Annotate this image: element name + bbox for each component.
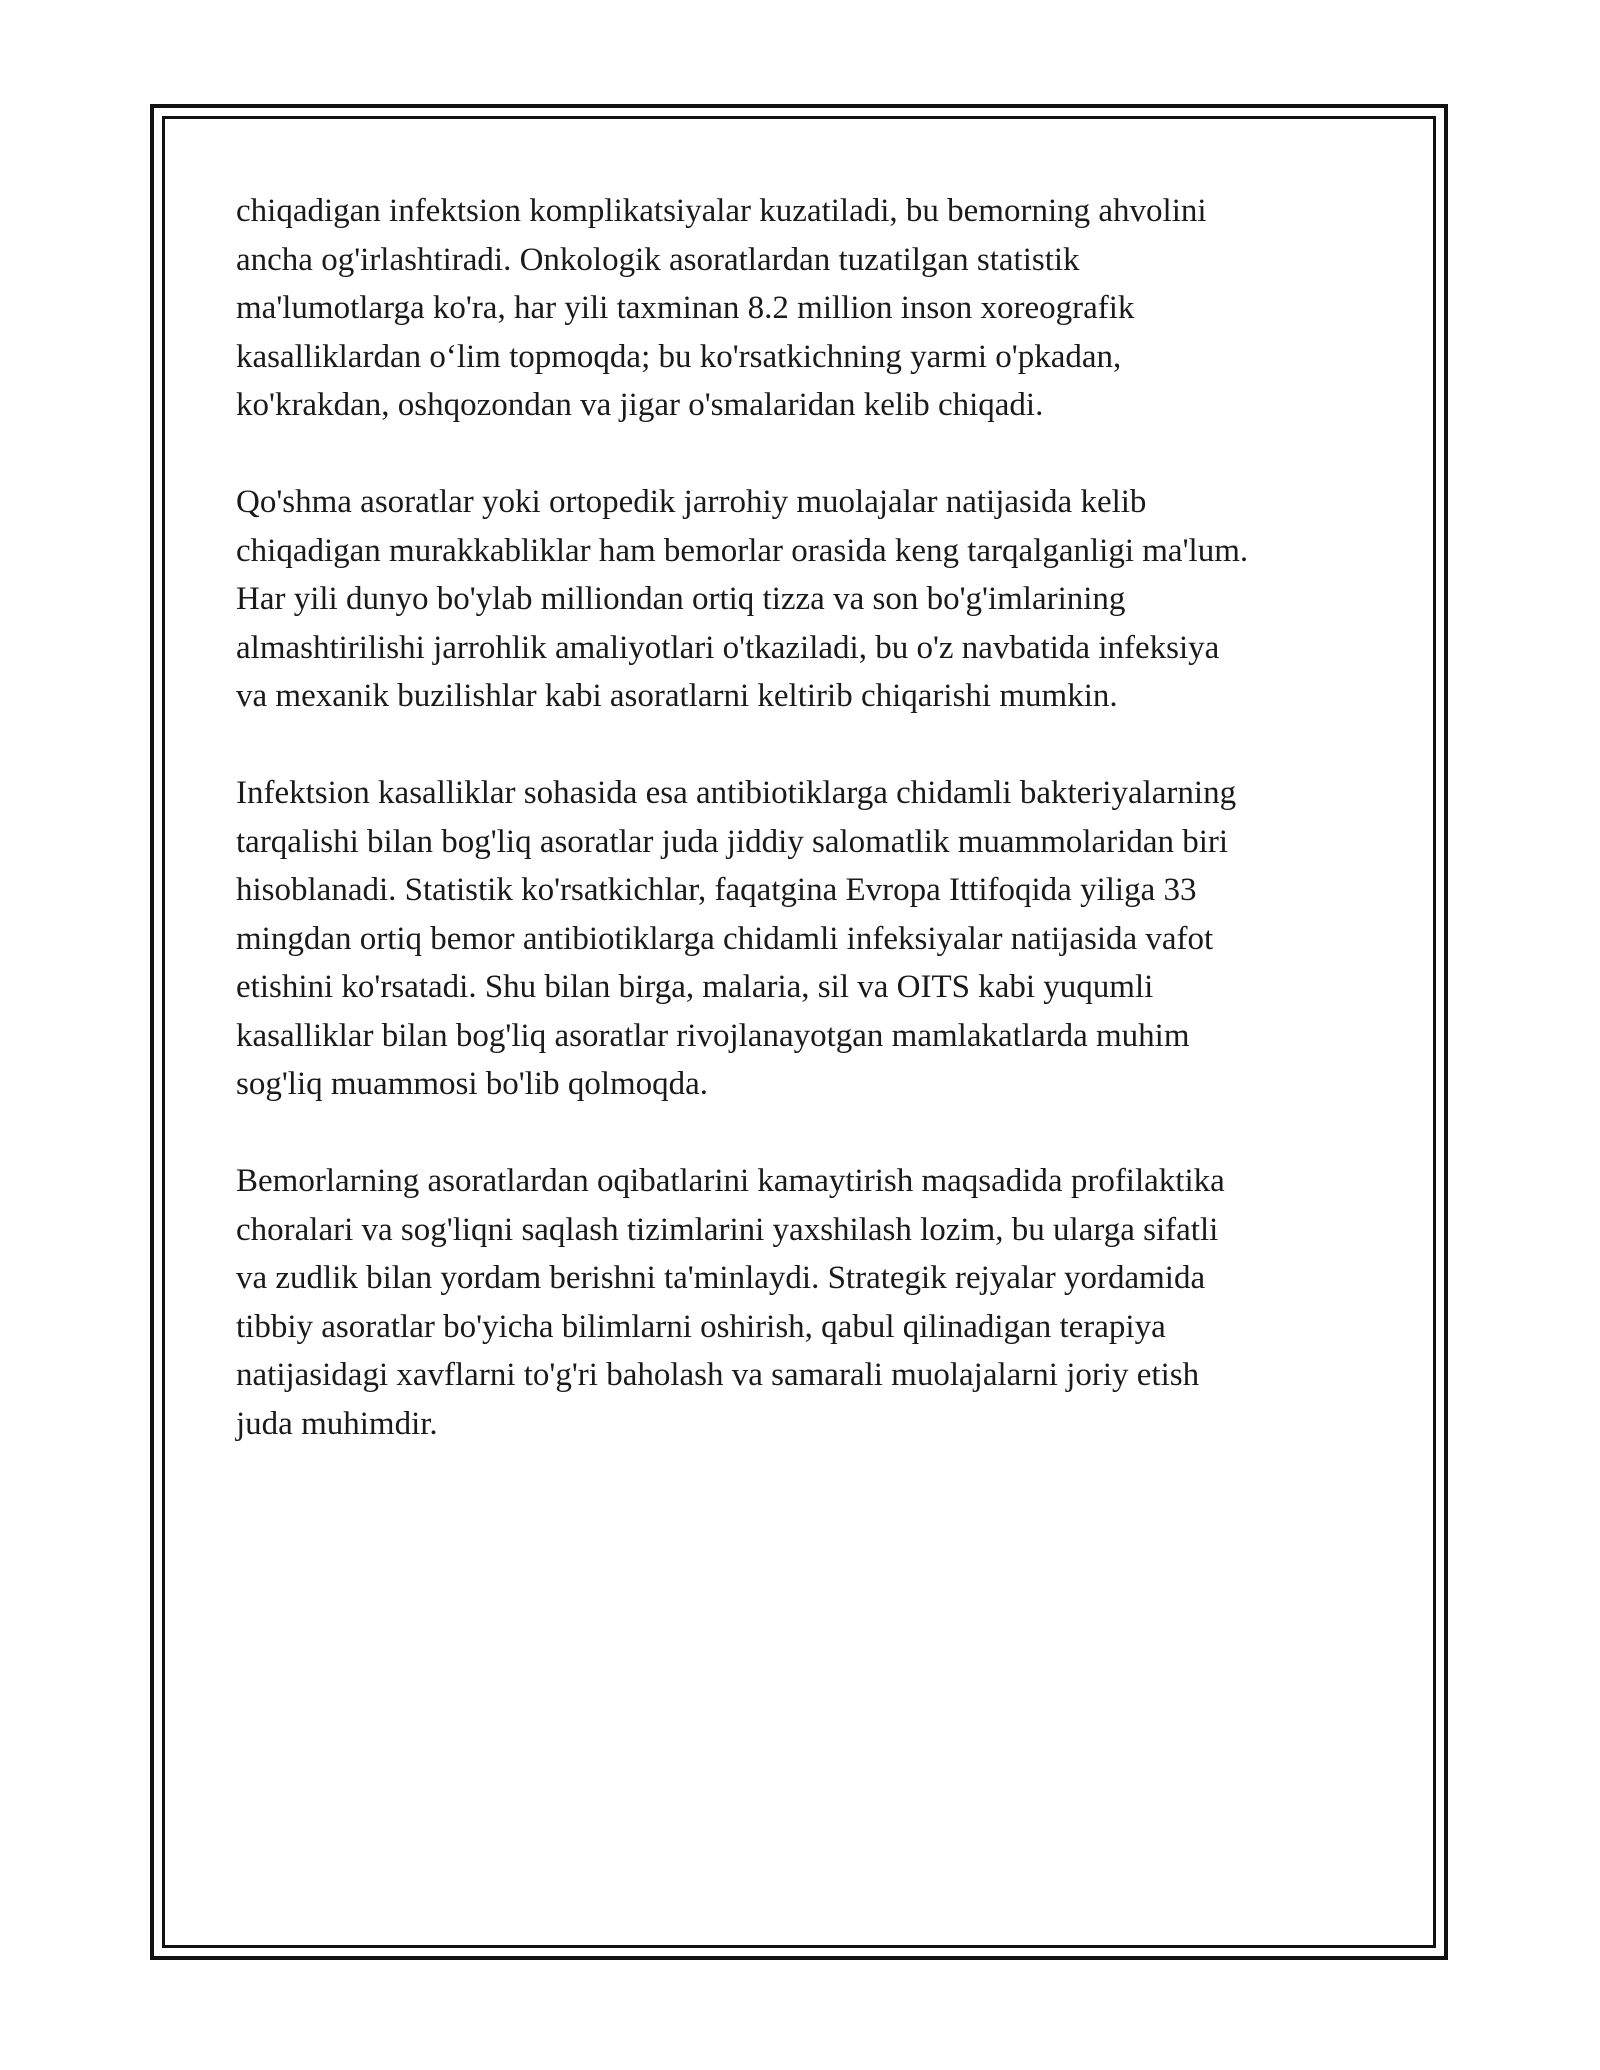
paragraph-2: Qo'shma asoratlar yoki ortopedik jarrohiy muolajalar natijasida kelib chiqadigan murakkabliklar ham bemorlar orasida keng tarqalganligi ma'lum. Har yili dunyo bo'ylab milliondan ortiq tizza va son bo'g'imlarining almashtirilishi jarrohlik amaliyotlari o'tkaziladi, bu o'z navbatida infeksiya va mexanik buzilishlar kabi asoratlarni keltirib chiqarishi mumkin.: [236, 484, 1249, 714]
paragraph-1: chiqadigan infektsion komplikatsiyalar kuzatiladi, bu bemorning ahvolini ancha og'irlashtiradi. Onkologik asoratlardan tuzatilgan statistik ma'lumotlarga ko'ra, har yili taxminan 8.2 million inson xoreografik kasalliklardan oʻlim topmoqda; bu ko'rsatkichning yarmi o'pkadan, ko'krakdan, oshqozondan va jigar o'smalaridan kelib chiqadi.: [236, 193, 1207, 423]
paragraph-4: Bemorlarning asoratlardan oqibatlarini kamaytirish maqsadida profilaktika choralari va sog'liqni saqlash tizimlarini yaxshilash lozim, bu ularga sifatli va zudlik bilan yordam berishni ta'minlaydi. Strategik rejyalar yordamida tibbiy asoratlar bo'yicha bilimlarni oshirish, qabul qilinadigan terapiya natijasidagi xavflarni to'g'ri baholash va samarali muolajalarni joriy etish juda muhimdir.: [236, 1163, 1225, 1442]
paragraph-3: Infektsion kasalliklar sohasida esa antibiotiklarga chidamli bakteriyalarning tarqalishi bilan bog'liq asoratlar juda jiddiy salomatlik muammolaridan biri hisoblanadi. Statistik ko'rsatkichlar, faqatgina Evropa Ittifoqida yiliga 33 mingdan ortiq bemor antibiotiklarga chidamli infeksiyalar natijasida vafot etishini ko'rsatadi. Shu bilan birga, malaria, sil va OITS kabi yuqumli kasalliklar bilan bog'liq asoratlar rivojlanayotgan mamlakatlarda muhim sog'liq muammosi bo'lib qolmoqda.: [236, 775, 1237, 1102]
document-body: [236, 187, 1376, 1497]
